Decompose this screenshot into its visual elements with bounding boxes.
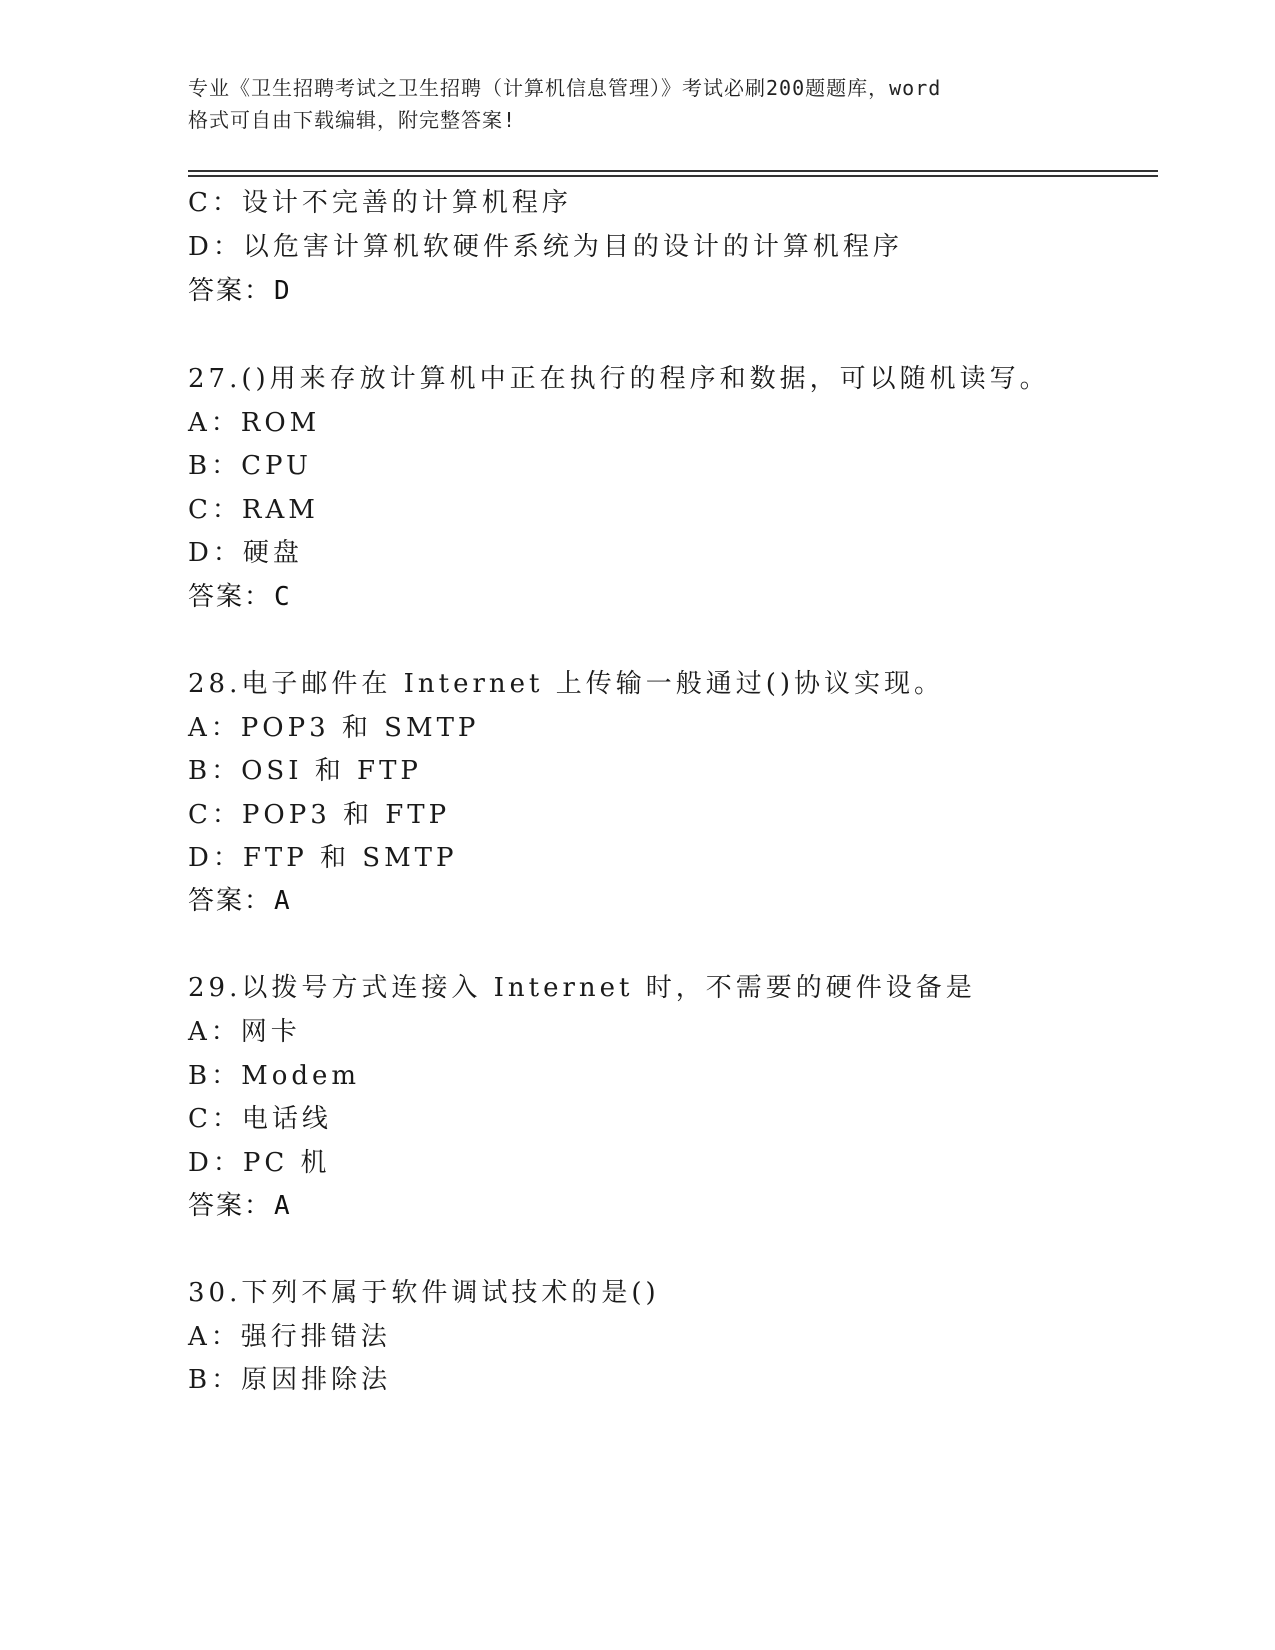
answer-value: C [274, 582, 292, 612]
header-divider-top [188, 170, 1158, 172]
document-header-line-1: 专业《卫生招聘考试之卫生招聘（计算机信息管理）》考试必刷200题题库，word [188, 76, 942, 100]
option-d: D：硬盘 [188, 538, 303, 568]
question-stem: 28.电子邮件在 Internet 上传输一般通过()协议实现。 [188, 669, 945, 699]
option-b: B：CPU [188, 451, 312, 481]
answer-line [188, 1189, 292, 1223]
option-c: C：RAM [188, 495, 319, 525]
answer-value: D [274, 276, 292, 306]
answer-label: 答案： [188, 582, 273, 612]
option-b: B：原因排除法 [188, 1365, 392, 1395]
answer-line [188, 884, 292, 918]
answer-label: 答案： [188, 886, 273, 916]
answer-line [188, 580, 292, 614]
option-d: D：以危害计算机软硬件系统为目的设计的计算机程序 [188, 232, 903, 262]
question-stem: 30.下列不属于软件调试技术的是() [188, 1278, 660, 1308]
option-a: A：网卡 [188, 1017, 301, 1047]
document-header-line-2: 格式可自由下载编辑，附完整答案! [188, 108, 517, 132]
question-stem: 29.以拨号方式连接入 Internet 时，不需要的硬件设备是 [188, 973, 976, 1003]
option-b: B：OSI 和 FTP [188, 756, 422, 786]
option-c: C：设计不完善的计算机程序 [188, 188, 572, 218]
option-a: A：强行排错法 [188, 1322, 391, 1352]
option-d: D：FTP 和 SMTP [188, 843, 458, 873]
option-c: C：电话线 [188, 1104, 332, 1134]
option-d: D：PC 机 [188, 1148, 331, 1178]
option-c: C：POP3 和 FTP [188, 800, 451, 830]
option-a: A：POP3 和 SMTP [188, 713, 480, 743]
answer-value: A [274, 886, 292, 916]
answer-label: 答案： [188, 276, 273, 306]
option-b: B：Modem [188, 1061, 361, 1091]
option-a: A：ROM [188, 408, 321, 438]
header-divider-bottom [188, 175, 1158, 177]
answer-label: 答案： [188, 1191, 273, 1221]
question-stem: 27.()用来存放计算机中正在执行的程序和数据，可以随机读写。 [188, 364, 1050, 394]
answer-value: A [274, 1191, 292, 1221]
answer-line [188, 274, 292, 308]
